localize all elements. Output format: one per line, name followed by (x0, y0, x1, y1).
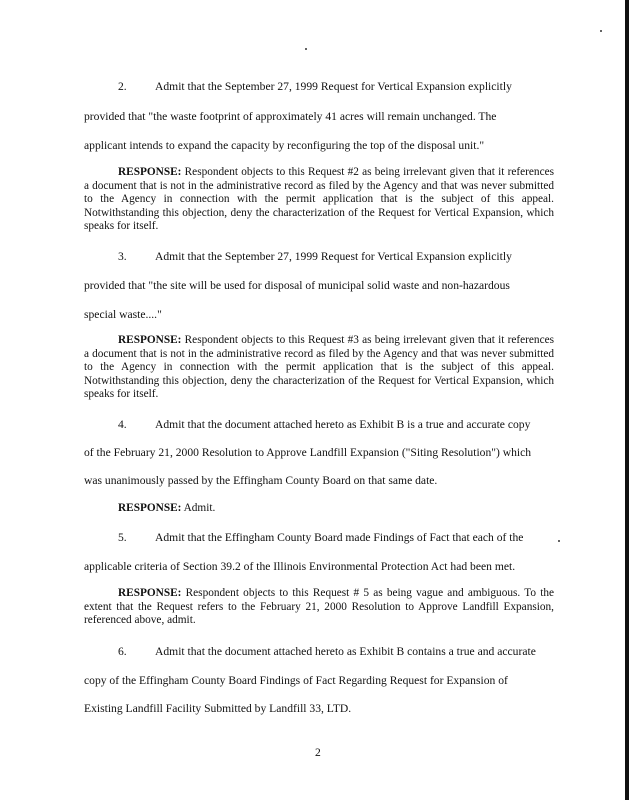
item-4-response-text: Admit. (183, 502, 216, 514)
item-4-line-1: Admit that the document attached hereto as Exhibit B is a true and accurate copy (155, 418, 531, 431)
item-3-response-label: RESPONSE: (118, 334, 182, 346)
item-3-line-1: Admit that the September 27, 1999 Request for Vertical Expansion explicitly (155, 250, 512, 263)
item-3-number: 3. (118, 250, 127, 263)
item-6-line-3: Existing Landfill Facility Submitted by Landfill 33, LTD. (84, 702, 352, 715)
item-2-response-label: RESPONSE: (118, 166, 182, 178)
item-5-line-2: applicable criteria of Section 39.2 of the Illinois Environmental Protection Act had been met. (84, 560, 516, 573)
item-2-number: 2. (118, 80, 127, 93)
item-4-number: 4. (118, 418, 127, 431)
item-4-response (84, 502, 554, 516)
item-2-line-2: provided that "the waste footprint of approximately 41 acres will remain unchanged. The (84, 110, 497, 123)
item-4-line-3: was unanimously passed by the Effingham County Board on that same date. (84, 474, 438, 487)
item-2-line-3: applicant intends to expand the capacity by reconfiguring the top of the disposal unit." (84, 139, 485, 152)
item-5-line-1: Admit that the Effingham County Board made Findings of Fact that each of the (155, 531, 524, 544)
item-4-response-label: RESPONSE: (118, 502, 182, 514)
item-6-line-1: Admit that the document attached hereto as Exhibit B contains a true and accurate (155, 645, 536, 658)
item-5-response (84, 587, 554, 628)
item-3-response-text: Respondent objects to this Request #3 as being irrelevant given that it references a document that is not in the administrative record as filed by the Agency and that was never submitted to the Agency in connection with the permit application that is the subject of this appeal. Notwithstanding this objection, deny the characterization of the Request for Vertical Expansion, which speaks for itself. (84, 334, 554, 400)
item-6-line-2: copy of the Effingham County Board Findings of Fact Regarding Request for Expansion of (84, 674, 508, 687)
item-5-response-label: RESPONSE: (118, 587, 182, 599)
item-3-line-3: special waste...." (84, 308, 162, 321)
item-2-response-text: Respondent objects to this Request #2 as being irrelevant given that it references a document that is not in the administrative record as filed by the Agency and that was never submitted to the Agency in connection with the permit application that is the subject of this appeal. Notwithstanding this objection, deny the characterization of the Request for Vertical Expansion, which speaks for itself. (84, 166, 554, 232)
scan-speck (305, 48, 307, 50)
item-5-response-text: Respondent objects to this Request # 5 as being vague and ambiguous. To the extent that the Request refers to the February 21, 2000 Resolution to Approve Landfill Expansion, referenced above, admit. (84, 587, 554, 626)
item-2-line-1: Admit that the September 27, 1999 Request for Vertical Expansion explicitly (155, 80, 512, 93)
item-2-response (84, 166, 554, 234)
item-4-line-2: of the February 21, 2000 Resolution to Approve Landfill Expansion ("Siting Resolution") which (84, 446, 532, 459)
item-5-number: 5. (118, 531, 127, 544)
item-6-number: 6. (118, 645, 127, 658)
item-3-response (84, 334, 554, 402)
page-number: 2 (315, 746, 321, 759)
scan-speck (600, 30, 602, 32)
scan-speck (558, 540, 560, 542)
item-3-line-2: provided that "the site will be used for disposal of municipal solid waste and non-hazardous (84, 279, 510, 292)
